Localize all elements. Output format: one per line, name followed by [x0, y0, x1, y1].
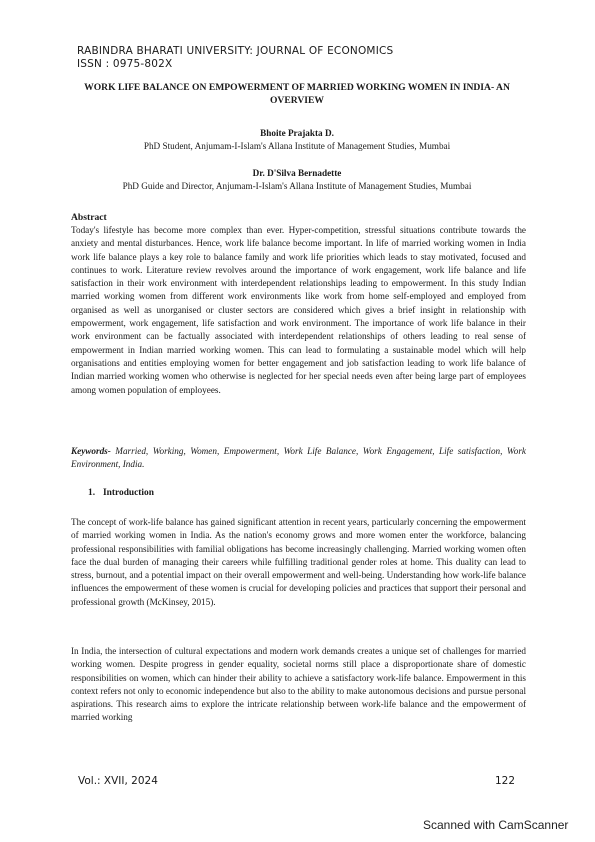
author-affiliation: PhD Guide and Director, Anjumam-I-Islam's Allana Institute of Management Studies, Mumbai — [122, 180, 472, 191]
section-number: 1. — [88, 488, 96, 498]
section-heading-introduction — [88, 488, 154, 498]
author-affiliation: PhD Student, Anjumam-I-Islam's Allana Institute of Management Studies, Mumbai — [143, 140, 451, 151]
footer-page-number: 122 — [495, 775, 516, 787]
body-paragraph: In India, the intersection of cultural expectations and modern work demands creates a unique set of challenges for married working women. Despite progress in gender equality, societal norms still place a disproportionate share of domestic responsibilities on women, which can hinder their ability to achieve a satisfactory work-life balance. Empowerment in this context refers not only to economic independence but also to the ability to make autonomous decisions and pursue personal aspirations. This research aims to explore the intricate relationship between work-life balance and the empowerment of married working — [71, 646, 526, 723]
journal-name: RABINDRA BHARATI UNIVERSITY: JOURNAL OF ECONOMICS — [77, 45, 394, 57]
article-title: WORK LIFE BALANCE ON EMPOWERMENT OF MARRIED WORKING WOMEN IN INDIA- AN OVERVIEW — [84, 82, 510, 106]
abstract-text: Today's lifestyle has become more complex than ever. Hyper-competition, stressful situations contribute towards the anxiety and mental disturbances. Hence, work life balance become important. In life of married working women in India work life balance plays a key role to balance family and work life priorities which leads to stay motivated, focused and continues to work. Literature review revolves around the importance of work engagement, work life balance and life satisfaction in their work environment with interdependent relationships leading to empowerment. In this study Indian married working women from different work environments like work from home self-employed and employed from organised as well as unorganised or cluster sectors are considered which gives a brief insight in relationship with empowerment, work engagement, life satisfaction and work environment. The importance of work life balance in their work environment can be factually associated with interdependent relationships of others leading to real sense of empowerment in Indian married working women. This can lead to formulating a sustainable model which will help organisations and entities employing women for better engagement and job satisfaction leading to work life balance of Indian married working women who otherwise is neglected for her special needs even after being large part of employees among women population of employees. — [71, 225, 526, 395]
author-name: Bhoite Prajakta D. — [260, 128, 334, 138]
journal-issn: ISSN : 0975-802X — [77, 58, 173, 70]
author-name: Dr. D'Silva Bernadette — [252, 168, 342, 178]
journal-header — [77, 45, 537, 71]
scanner-watermark: Scanned with CamScanner — [423, 818, 569, 832]
keywords — [71, 445, 526, 472]
keywords-text: Married, Working, Women, Empowerment, Work Life Balance, Work Engagement, Life satisfaction, Work Environment, India. — [71, 446, 526, 470]
author-block-2 — [62, 167, 532, 192]
keywords-label: Keywords- — [71, 446, 111, 456]
section-title: Introduction — [103, 488, 154, 498]
footer-volume: Vol.: XVII, 2024 — [78, 775, 158, 787]
abstract-heading: Abstract — [71, 212, 107, 223]
body-paragraph: The concept of work-life balance has gained significant attention in recent years, particularly concerning the empowerment of married working women in India. As the nation's economy grows and more women enter the workforce, balancing professional responsibilities with familial obligations has become increasingly challenging. Married working women often face the dual burden of managing their careers while fulfilling traditional gender roles at home. This duality can lead to stress, burnout, and a potential impact on their overall empowerment and well-being. Understanding how work-life balance influences the empowerment of these women is crucial for developing policies and practices that support their personal and professional growth (McKinsey, 2015). — [71, 517, 526, 607]
author-block-1 — [62, 127, 532, 152]
